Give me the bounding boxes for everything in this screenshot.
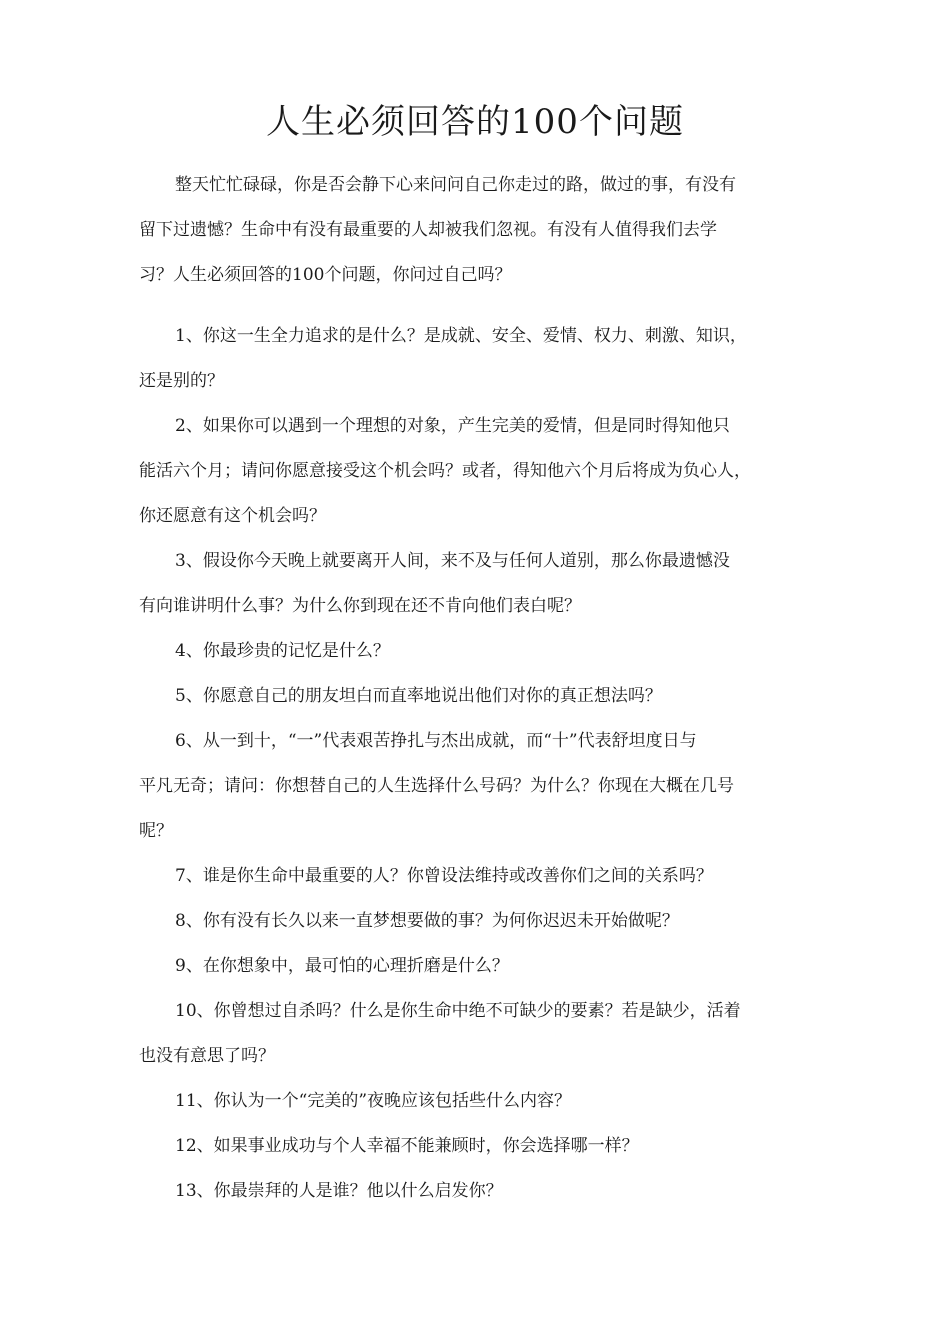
question-4 [139,629,821,674]
paragraph-line: 7、谁是你生命中最重要的人？你曾设法维持或改善你们之间的关系吗？ [175,866,713,886]
paragraph-line: 也没有意思了吗？ [139,1046,275,1066]
paragraph-line: 有向谁讲明什么事？为什么你到现在还不肯向他们表白呢？ [139,596,581,616]
question-1 [139,314,821,404]
question-9 [139,944,821,989]
paragraph-line: 9、在你想象中，最可怕的心理折磨是什么？ [175,956,509,976]
question-12 [139,1124,821,1169]
paragraph-line: 2、如果你可以遇到一个理想的对象，产生完美的爱情，但是同时得知他只 [175,416,730,436]
question-6 [139,719,821,854]
paragraph-line: 平凡无奇；请问：你想替自己的人生选择什么号码？为什么？你现在大概在几号 [139,776,734,796]
paragraph-line: 能活六个月；请问你愿意接受这个机会吗？或者，得知他六个月后将成为负心人， [139,461,751,481]
paragraph-line: 1、你这一生全力追求的是什么？是成就、安全、爱情、权力、刺激、知识， [175,326,747,346]
paragraph-line: 5、你愿意自己的朋友坦白而直率地说出他们对你的真正想法吗？ [175,686,662,706]
paragraph-line: 10、你曾想过自杀吗？什么是你生命中绝不可缺少的要素？若是缺少，活着 [175,1001,741,1021]
question-5 [139,674,821,719]
paragraph-line: 8、你有没有长久以来一直梦想要做的事？为何你迟迟未开始做呢？ [175,911,679,931]
paragraph-line: 13、你最崇拜的人是谁？他以什么启发你？ [175,1181,503,1201]
question-10 [139,989,821,1079]
paragraph-line: 12、如果事业成功与个人幸福不能兼顾时，你会选择哪一样？ [175,1136,639,1156]
paragraph-line: 呢？ [139,821,173,841]
question-8 [139,899,821,944]
paragraph-line: 3、假设你今天晚上就要离开人间，来不及与任何人道别，那么你最遗憾没 [175,551,730,571]
paragraph-line: 11、你认为一个“完美的”夜晚应该包括些什么内容？ [175,1091,572,1111]
paragraph-line: 还是别的？ [139,371,224,391]
paragraph-line: 整天忙忙碌碌，你是否会静下心来问问自己你走过的路，做过的事，有没有 [175,175,736,195]
question-7 [139,854,821,899]
document-title: 人生必须回答的100个问题 [266,102,684,142]
paragraph-line: 你还愿意有这个机会吗？ [139,506,326,526]
paragraph-line: 6、从一到十，“一”代表艰苦挣扎与杰出成就，而“十”代表舒坦度日与 [175,731,697,751]
question-3 [139,539,821,629]
question-2 [139,404,821,539]
paragraph-line: 留下过遗憾？生命中有没有最重要的人却被我们忽视。有没有人值得我们去学 [139,220,717,240]
question-13 [139,1169,821,1214]
question-11 [139,1079,821,1124]
paragraph-line: 习？人生必须回答的100个问题，你问过自己吗？ [139,265,512,285]
document-body [139,163,821,1214]
paragraph-line: 4、你最珍贵的记忆是什么？ [175,641,390,661]
intro-paragraph [139,163,821,298]
